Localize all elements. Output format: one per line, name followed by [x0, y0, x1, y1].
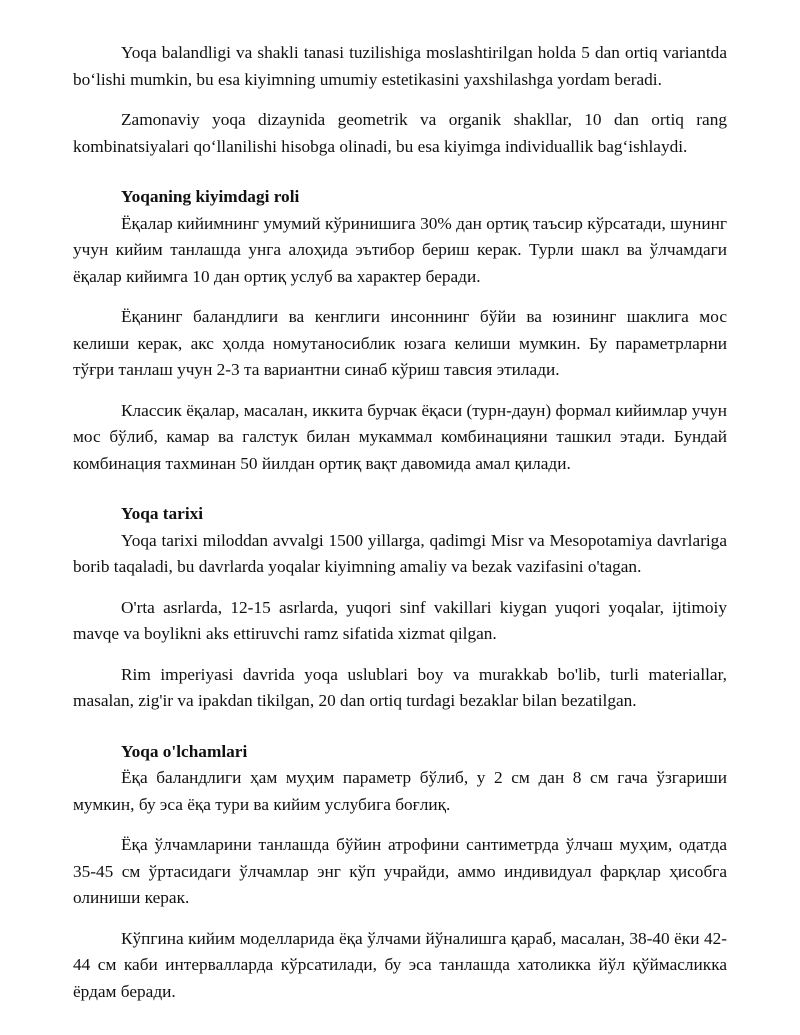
paragraph: Ёқа ўлчамларини танлашда бўйин атрофини сантиметрда ўлчаш муҳим, одатда 35-45 см ўртасидаги ўлчамлар энг кўп учрайди, аммо индивидуал фарқлар ҳисобга олиниши керак. [73, 835, 727, 907]
paragraph: Yoqa balandligi va shakli tanasi tuzilishiga moslashtirilgan holda 5 dan ortiq variantda bo‘lishi mumkin, bu esa kiyimning umumiy estetikasini yaxshilashga yordam beradi. [73, 43, 727, 89]
section-heading: Yoqa tarixi [121, 504, 204, 523]
paragraph: Ёқалар кийимнинг умумий кўринишига 30% дан ортиқ таъсир кўрсатади, шунинг учун кийим танлашда унга алоҳида эътибор бериш керак. Турли шакл ва ўлчамдаги ёқалар кийимга 10 дан ортиқ услуб ва характер беради. [73, 213, 727, 286]
paragraph: O'rta asrlarda, 12-15 asrlarda, yuqori sinf vakillari kiygan yuqori yoqalar, ijtimoiy mavqe va boylikni aks ettiruvchi ramz sifatida xizmat qilgan. [73, 597, 727, 643]
section-heading: Yoqaning kiyimdagi roli [121, 187, 300, 206]
paragraph: Yoqa tarixi miloddan avvalgi 1500 yillarga, qadimgi Misr va Mesopotamiya davrlariga borib taqaladi, bu davrlarda yoqalar kiyimning amaliy va bezak vazifasini o'tagan. [73, 530, 727, 576]
paragraph: Zamonaviy yoqa dizaynida geometrik va organik shakllar, 10 dan ortiq rang kombinatsiyalari qo‘llanilishi hisobga olinadi, bu esa kiyimga individuallik bag‘ishlaydi. [73, 110, 727, 156]
paragraph: Кўпгина кийим моделларида ёқа ўлчами йўналишга қараб, масалан, 38-40 ёки 42-44 см каби интервалларда кўрсатилади, бу эса танлашда хатоликка йўл қўймасликка ёрдам беради. [73, 928, 727, 1001]
section-heading: Yoqa o'lchamlari [121, 741, 248, 761]
paragraph: Ёқа баландлиги ҳам муҳим параметр бўлиб, у 2 см дан 8 см гача ўзгариши мумкин, бу эса ёқа тури ва кийим услубига боғлиқ. [73, 768, 727, 814]
paragraph: Rim imperiyasi davrida yoqa uslublari boy va murakkab bo'lib, turli materiallar, masalan, zig'ir va ipakdan tikilgan, 20 dan ortiq turdagi bezaklar bilan bezatilgan. [73, 664, 727, 710]
paragraph: Ёқанинг баландлиги ва кенглиги инсоннинг бўйи ва юзининг шаклига мос келиши керак, акс ҳолда номутаносиблик юзага келиши мумкин. Бу параметрларни тўғри танлаш учун 2-3 та вариантни синаб кўриш тавсия этилади. [73, 307, 727, 379]
paragraph: Классик ёқалар, масалан, иккита бурчак ёқаси (турн-даун) формал кийимлар учун мос бўлиб, камар ва галстук билан мукаммал комбинацияни ташкил этади. Бундай комбинация тахминан 50 йилдан ортиқ вақт давомида амал қилади. [73, 400, 727, 473]
